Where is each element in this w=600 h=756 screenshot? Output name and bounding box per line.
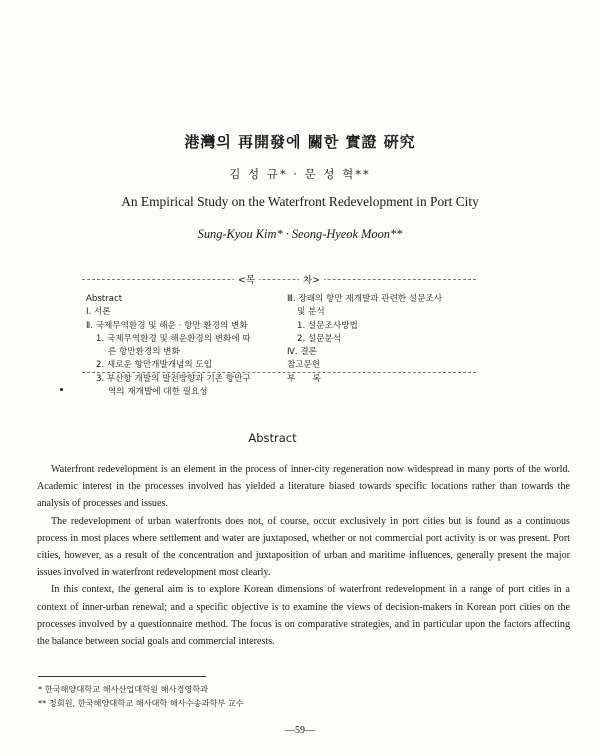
abstract-body xyxy=(37,461,570,650)
paper-title-english: An Empirical Study on the Waterfront Redevelopment in Port City xyxy=(121,194,479,209)
footnote: * 한국해양대학교 해사산업대학원 해사경영학과 xyxy=(38,684,209,694)
footnote: ** 정회원, 한국해양대학교 해사대학 해사수송과학부 교수 xyxy=(38,698,244,708)
toc-entry: 1. 설문조사방법 xyxy=(297,320,358,331)
toc-entry: Abstract xyxy=(86,294,123,304)
toc-entry: Ⅰ. 서론 xyxy=(86,307,111,318)
toc-heading xyxy=(82,272,476,286)
toc-left-column xyxy=(86,293,286,399)
toc-heading-right: 차> xyxy=(299,275,324,286)
footnotes xyxy=(38,682,558,710)
page-number: —59— xyxy=(285,725,315,736)
toc-entry: Ⅱ. 국제무역환경 및 해운 · 항만 환경의 변화 xyxy=(86,320,248,331)
footnote-rule xyxy=(38,676,206,677)
toc-entry: 2. 설문분석 xyxy=(297,333,342,344)
toc-entry: Ⅳ. 결론 xyxy=(287,347,317,358)
toc-right-column xyxy=(287,293,477,386)
authors-english: Sung-Kyou Kim* · Seong-Hyeok Moon** xyxy=(197,227,403,241)
abstract-heading: Abstract xyxy=(248,431,297,445)
paper-title-korean: 港灣의 再開發에 關한 實證 硏究 xyxy=(184,133,416,151)
toc-entry: 참고문헌 xyxy=(287,360,321,371)
toc-entry: 른 항만환경의 변화 xyxy=(108,347,180,358)
stray-mark xyxy=(60,388,63,391)
toc-entry: Ⅲ. 장래의 항만 재개발과 관련한 설문조사 xyxy=(287,294,443,304)
abstract-paragraph: The redevelopment of urban waterfronts does not, of course, occur exclusively in port cities but is found as a continuous process in most places where settlement and water are juxtaposed, whether or not commercial port activity is or was present. Port cities, however, as a result of the concentration and juxtaposition of urban and maritime influences, generally present the major issues involved in waterfront redevelopment most clearly. xyxy=(37,515,570,579)
toc-entry: 및 분석 xyxy=(297,307,325,318)
toc-heading-left: <목 xyxy=(234,275,259,286)
toc-entry: 역의 재개발에 대한 필요성 xyxy=(108,387,208,398)
toc-entry: 부 록 xyxy=(287,373,321,384)
authors-korean: 김 성 규* · 문 성 혁** xyxy=(229,167,371,181)
toc-entry: 1. 국제무역환경 및 해운환경의 변화에 따 xyxy=(96,333,251,344)
toc-entry: 3. 부산항 개발의 발전방향과 기존 항만구 xyxy=(96,373,251,384)
abstract-paragraph: In this context, the general aim is to explore Korean dimensions of waterfront redevelopment in a range of port cities in a context of inner-urban renewal; and a specific objective is to examine the views of decision-makers in Korean port cities on the processes involved by a questionnaire method. The focus is on comparative strategies, and in particular upon the factors affecting the balance between social goals and commercial interests. xyxy=(37,584,570,648)
abstract-paragraph: Waterfront redevelopment is an element in the process of inner-city regeneration now widespread in many ports of the world. Academic interest in the processes involved has yielded a literature biased towards specific locations rather than towards the analysis of processes and issues. xyxy=(37,464,570,510)
toc-entry: 2. 새로운 항만개발개념의 도입 xyxy=(96,360,213,371)
